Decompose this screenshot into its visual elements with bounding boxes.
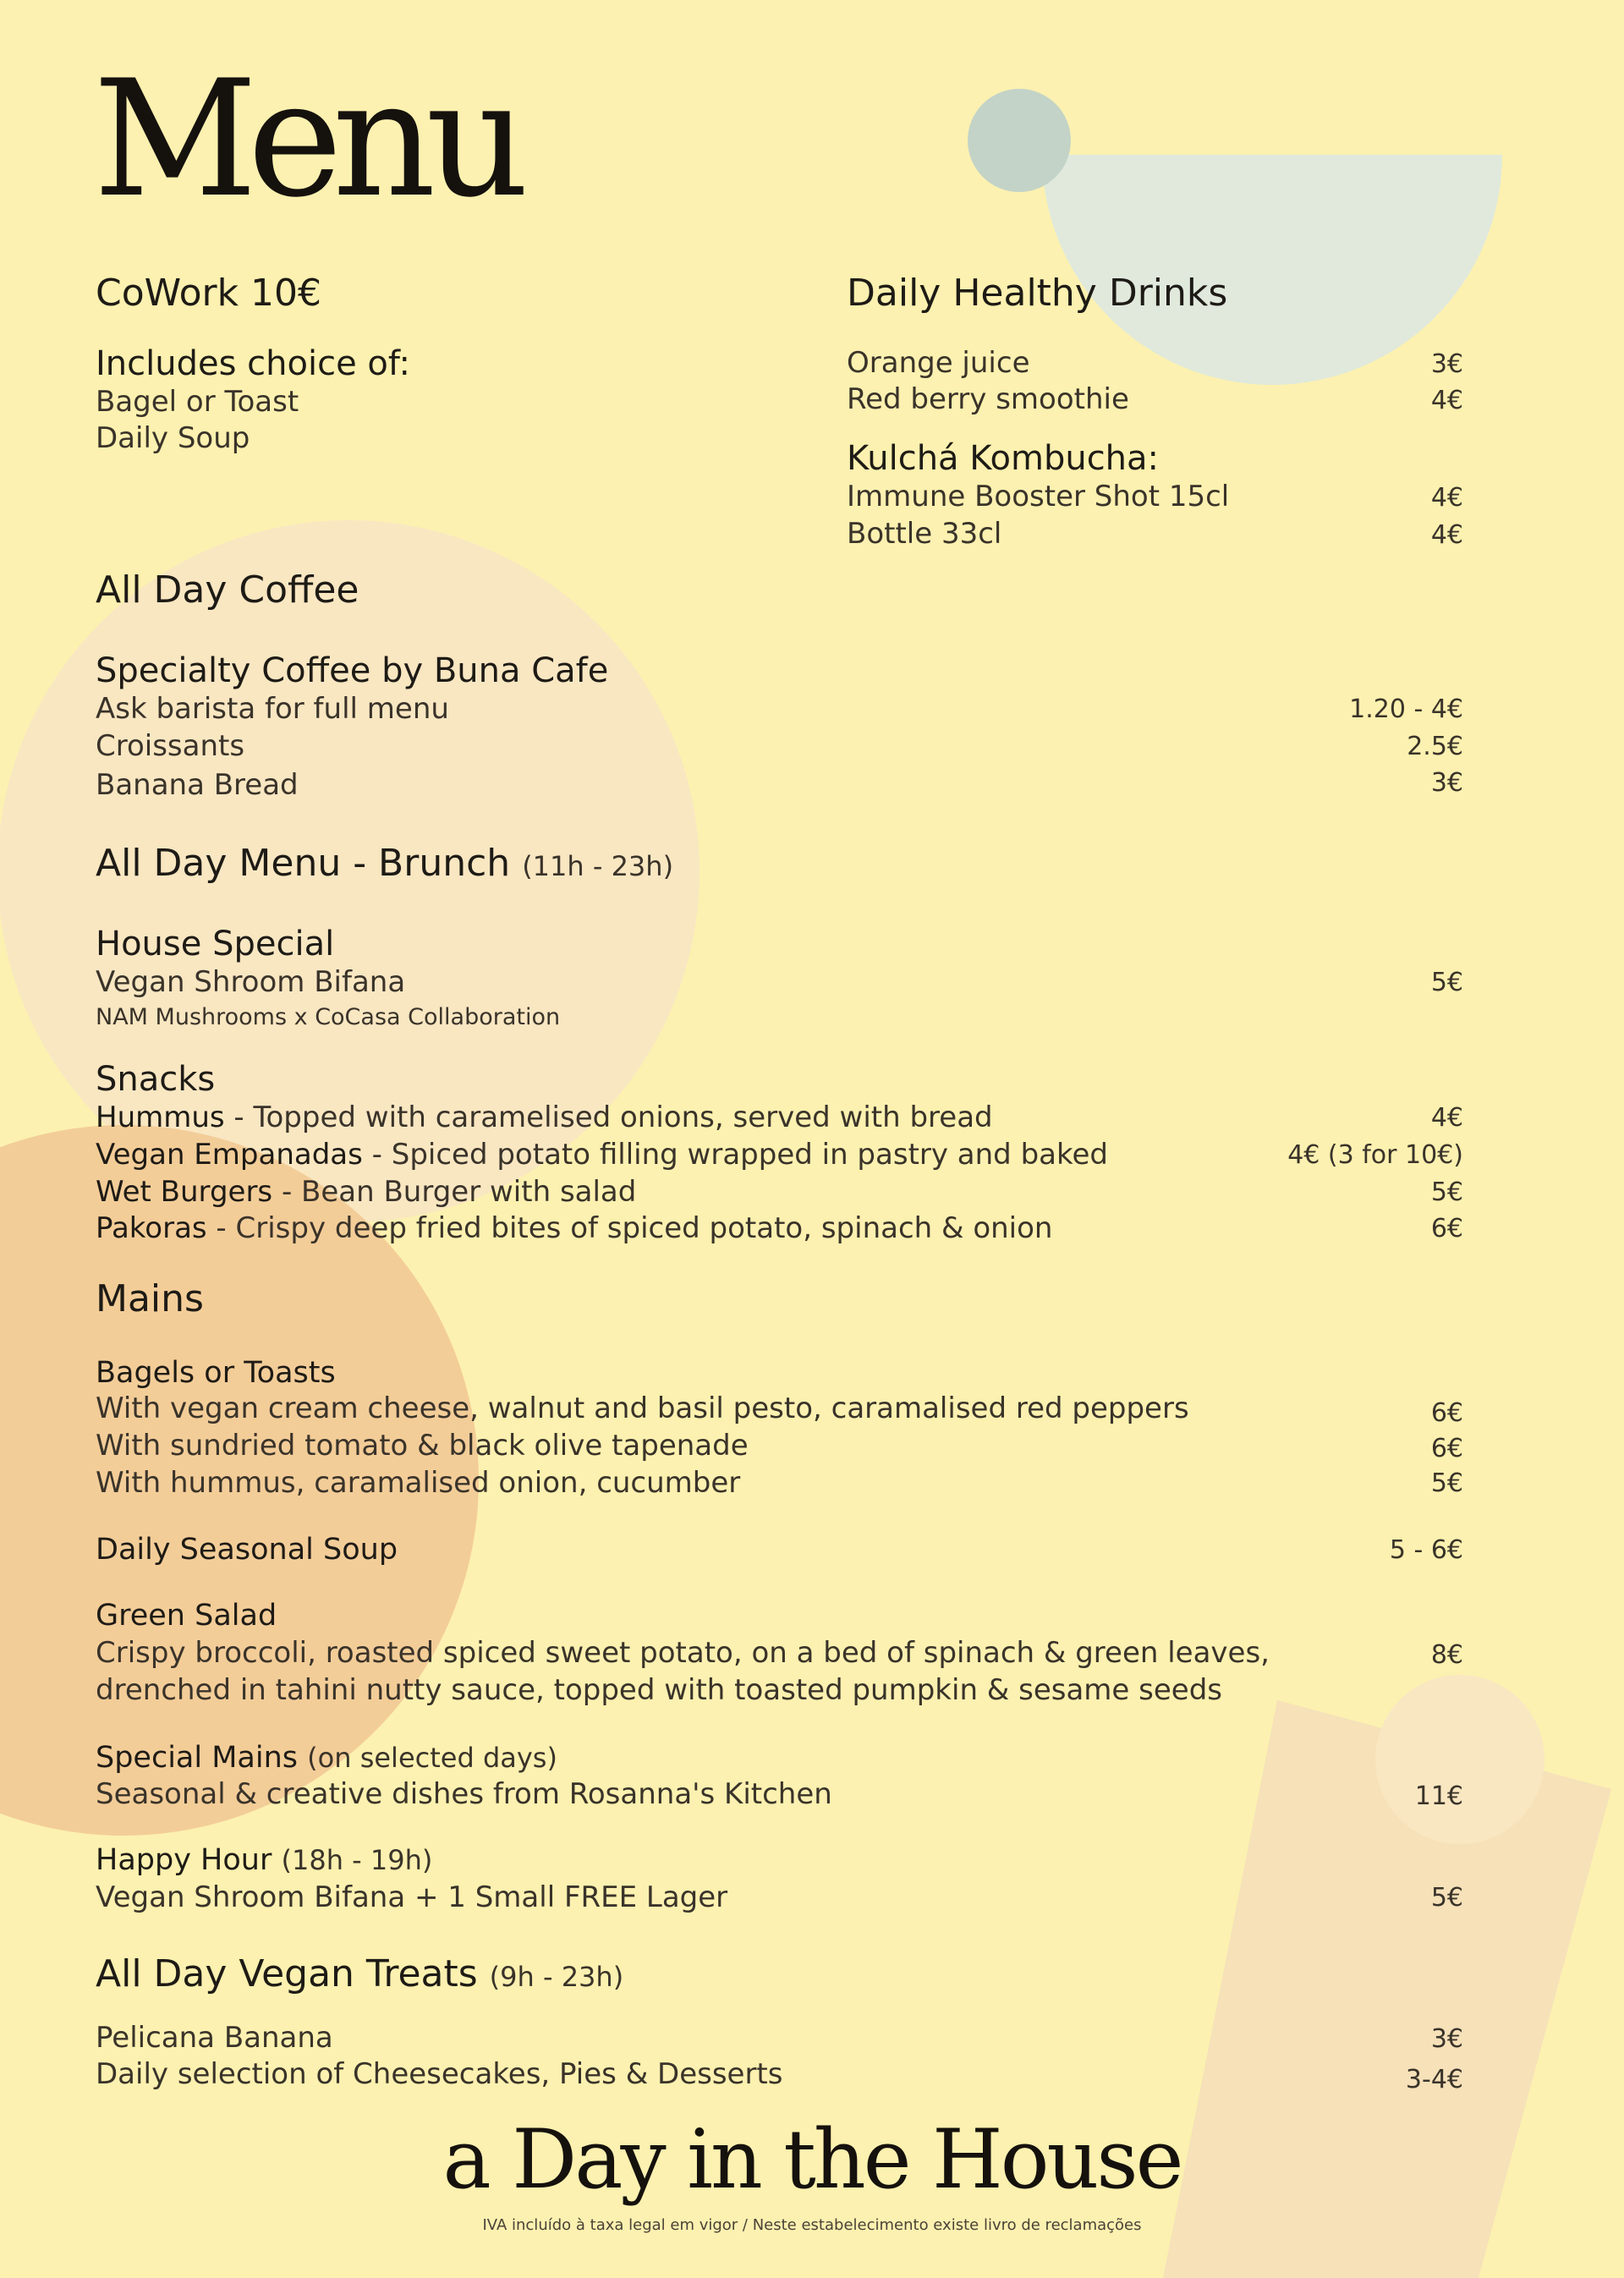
bagel-price: 6€ [1430, 1434, 1463, 1463]
snack-name: Hummus [96, 1101, 225, 1134]
bagel-price: 6€ [1430, 1398, 1463, 1428]
kombucha-price: 4€ [1430, 483, 1463, 513]
kombucha-price: 4€ [1430, 520, 1463, 550]
legal-footer: IVA incluído à taxa legal em vigor / Neste estabelecimento existe livro de reclamações [482, 2216, 1142, 2234]
drink-price: 3€ [1430, 349, 1463, 379]
snack-name: Vegan Empanadas [96, 1138, 363, 1172]
happy-hour-price: 5€ [1430, 1883, 1463, 1913]
snack-price: 4€ (3 for 10€) [1287, 1140, 1463, 1170]
brunch-hours: (11h - 23h) [522, 850, 674, 882]
treats-heading-text: All Day Vegan Treats [96, 1952, 478, 1995]
coffee-price: 2.5€ [1407, 732, 1463, 761]
special-mains-note: (on selected days) [307, 1742, 557, 1774]
menu-title: Menu [93, 46, 519, 233]
salad-desc-line1: Crispy broccoli, roasted spiced sweet potato, on a bed of spinach & green leaves, [96, 1636, 1270, 1670]
treats-heading [96, 1952, 624, 1995]
brunch-heading [96, 842, 674, 885]
kombucha-item: Bottle 33cl [847, 517, 1002, 551]
kombucha-item: Immune Booster Shot 15cl [847, 480, 1230, 513]
treat-item: Daily selection of Cheesecakes, Pies & Desserts [96, 2057, 783, 2091]
cowork-subheading: Includes choice of: [96, 344, 411, 383]
cowork-item: Bagel or Toast [96, 385, 299, 419]
bagel-item: With hummus, caramalised onion, cucumber [96, 1466, 741, 1500]
teal-circle [968, 89, 1071, 192]
snack-desc: - Topped with caramelised onions, served with bread [224, 1101, 993, 1134]
snack-desc: - Spiced potato filling wrapped in pastry and baked [362, 1138, 1108, 1172]
bagel-item: With vegan cream cheese, walnut and basil pesto, caramalised red peppers [96, 1392, 1189, 1425]
cowork-heading: CoWork 10€ [96, 272, 322, 315]
cowork-item: Daily Soup [96, 421, 250, 455]
coffee-price: 3€ [1430, 768, 1463, 798]
brand-logo: a Day in the House [442, 2112, 1182, 2207]
snack-name: Wet Burgers [96, 1175, 273, 1209]
treat-item: Pelicana Banana [96, 2021, 333, 2055]
snack-price: 6€ [1430, 1214, 1463, 1243]
snacks-heading: Snacks [96, 1060, 216, 1099]
snack-price: 4€ [1430, 1103, 1463, 1133]
brunch-heading-text: All Day Menu - Brunch [96, 842, 511, 885]
drinks-heading: Daily Healthy Drinks [847, 272, 1228, 315]
treats-hours: (9h - 23h) [489, 1961, 624, 1993]
snack-desc: - Bean Burger with salad [272, 1175, 637, 1209]
snack-item [96, 1138, 1108, 1172]
coffee-item: Banana Bread [96, 768, 299, 802]
kombucha-heading: Kulchá Kombucha: [847, 439, 1160, 478]
treat-price: 3-4€ [1405, 2065, 1463, 2094]
snack-price: 5€ [1430, 1177, 1463, 1207]
snack-desc: - Crispy deep fried bites of spiced potato, spinach & onion [206, 1211, 1053, 1245]
snack-item [96, 1175, 637, 1209]
coffee-heading: All Day Coffee [96, 568, 359, 612]
happy-hour-desc: Vegan Shroom Bifana + 1 Small FREE Lager [96, 1880, 728, 1914]
salad-heading: Green Salad [96, 1599, 277, 1633]
house-special-item: Vegan Shroom Bifana [96, 965, 406, 999]
snack-name: Pakoras [96, 1211, 207, 1245]
salad-price: 8€ [1430, 1640, 1463, 1670]
special-mains-price: 11€ [1414, 1781, 1463, 1811]
coffee-subheading: Specialty Coffee by Buna Cafe [96, 651, 609, 690]
special-mains-heading [96, 1743, 557, 1773]
house-special-price: 5€ [1430, 968, 1463, 997]
happy-hour-hours: (18h - 19h) [281, 1844, 433, 1876]
salad-desc-line2: drenched in tahini nutty sauce, topped with toasted pumpkin & sesame seeds [96, 1673, 1222, 1707]
bagel-price: 5€ [1430, 1468, 1463, 1498]
snack-item [96, 1103, 993, 1132]
bagel-item: With sundried tomato & black olive tapenade [96, 1429, 749, 1463]
special-mains-title: Special Mains [96, 1741, 299, 1775]
drink-item: Red berry smoothie [847, 382, 1129, 416]
house-special-note: NAM Mushrooms x CoCasa Collaboration [96, 1004, 561, 1030]
house-special-heading: House Special [96, 925, 335, 963]
special-mains-desc: Seasonal & creative dishes from Rosanna's Kitchen [96, 1777, 832, 1811]
bagels-heading: Bagels or Toasts [96, 1356, 336, 1390]
soup-price: 5 - 6€ [1389, 1535, 1463, 1565]
treat-price: 3€ [1430, 2024, 1463, 2054]
coffee-price: 1.20 - 4€ [1349, 694, 1463, 724]
happy-hour-heading [96, 1843, 433, 1877]
drink-price: 4€ [1430, 386, 1463, 415]
drink-item: Orange juice [847, 346, 1030, 380]
happy-hour-title: Happy Hour [96, 1843, 272, 1877]
mains-heading: Mains [96, 1277, 204, 1320]
small-peach-circle [1375, 1675, 1544, 1844]
soup-name: Daily Seasonal Soup [96, 1533, 398, 1567]
coffee-item: Ask barista for full menu [96, 692, 449, 726]
snack-item [96, 1211, 1053, 1245]
coffee-item: Croissants [96, 729, 245, 763]
